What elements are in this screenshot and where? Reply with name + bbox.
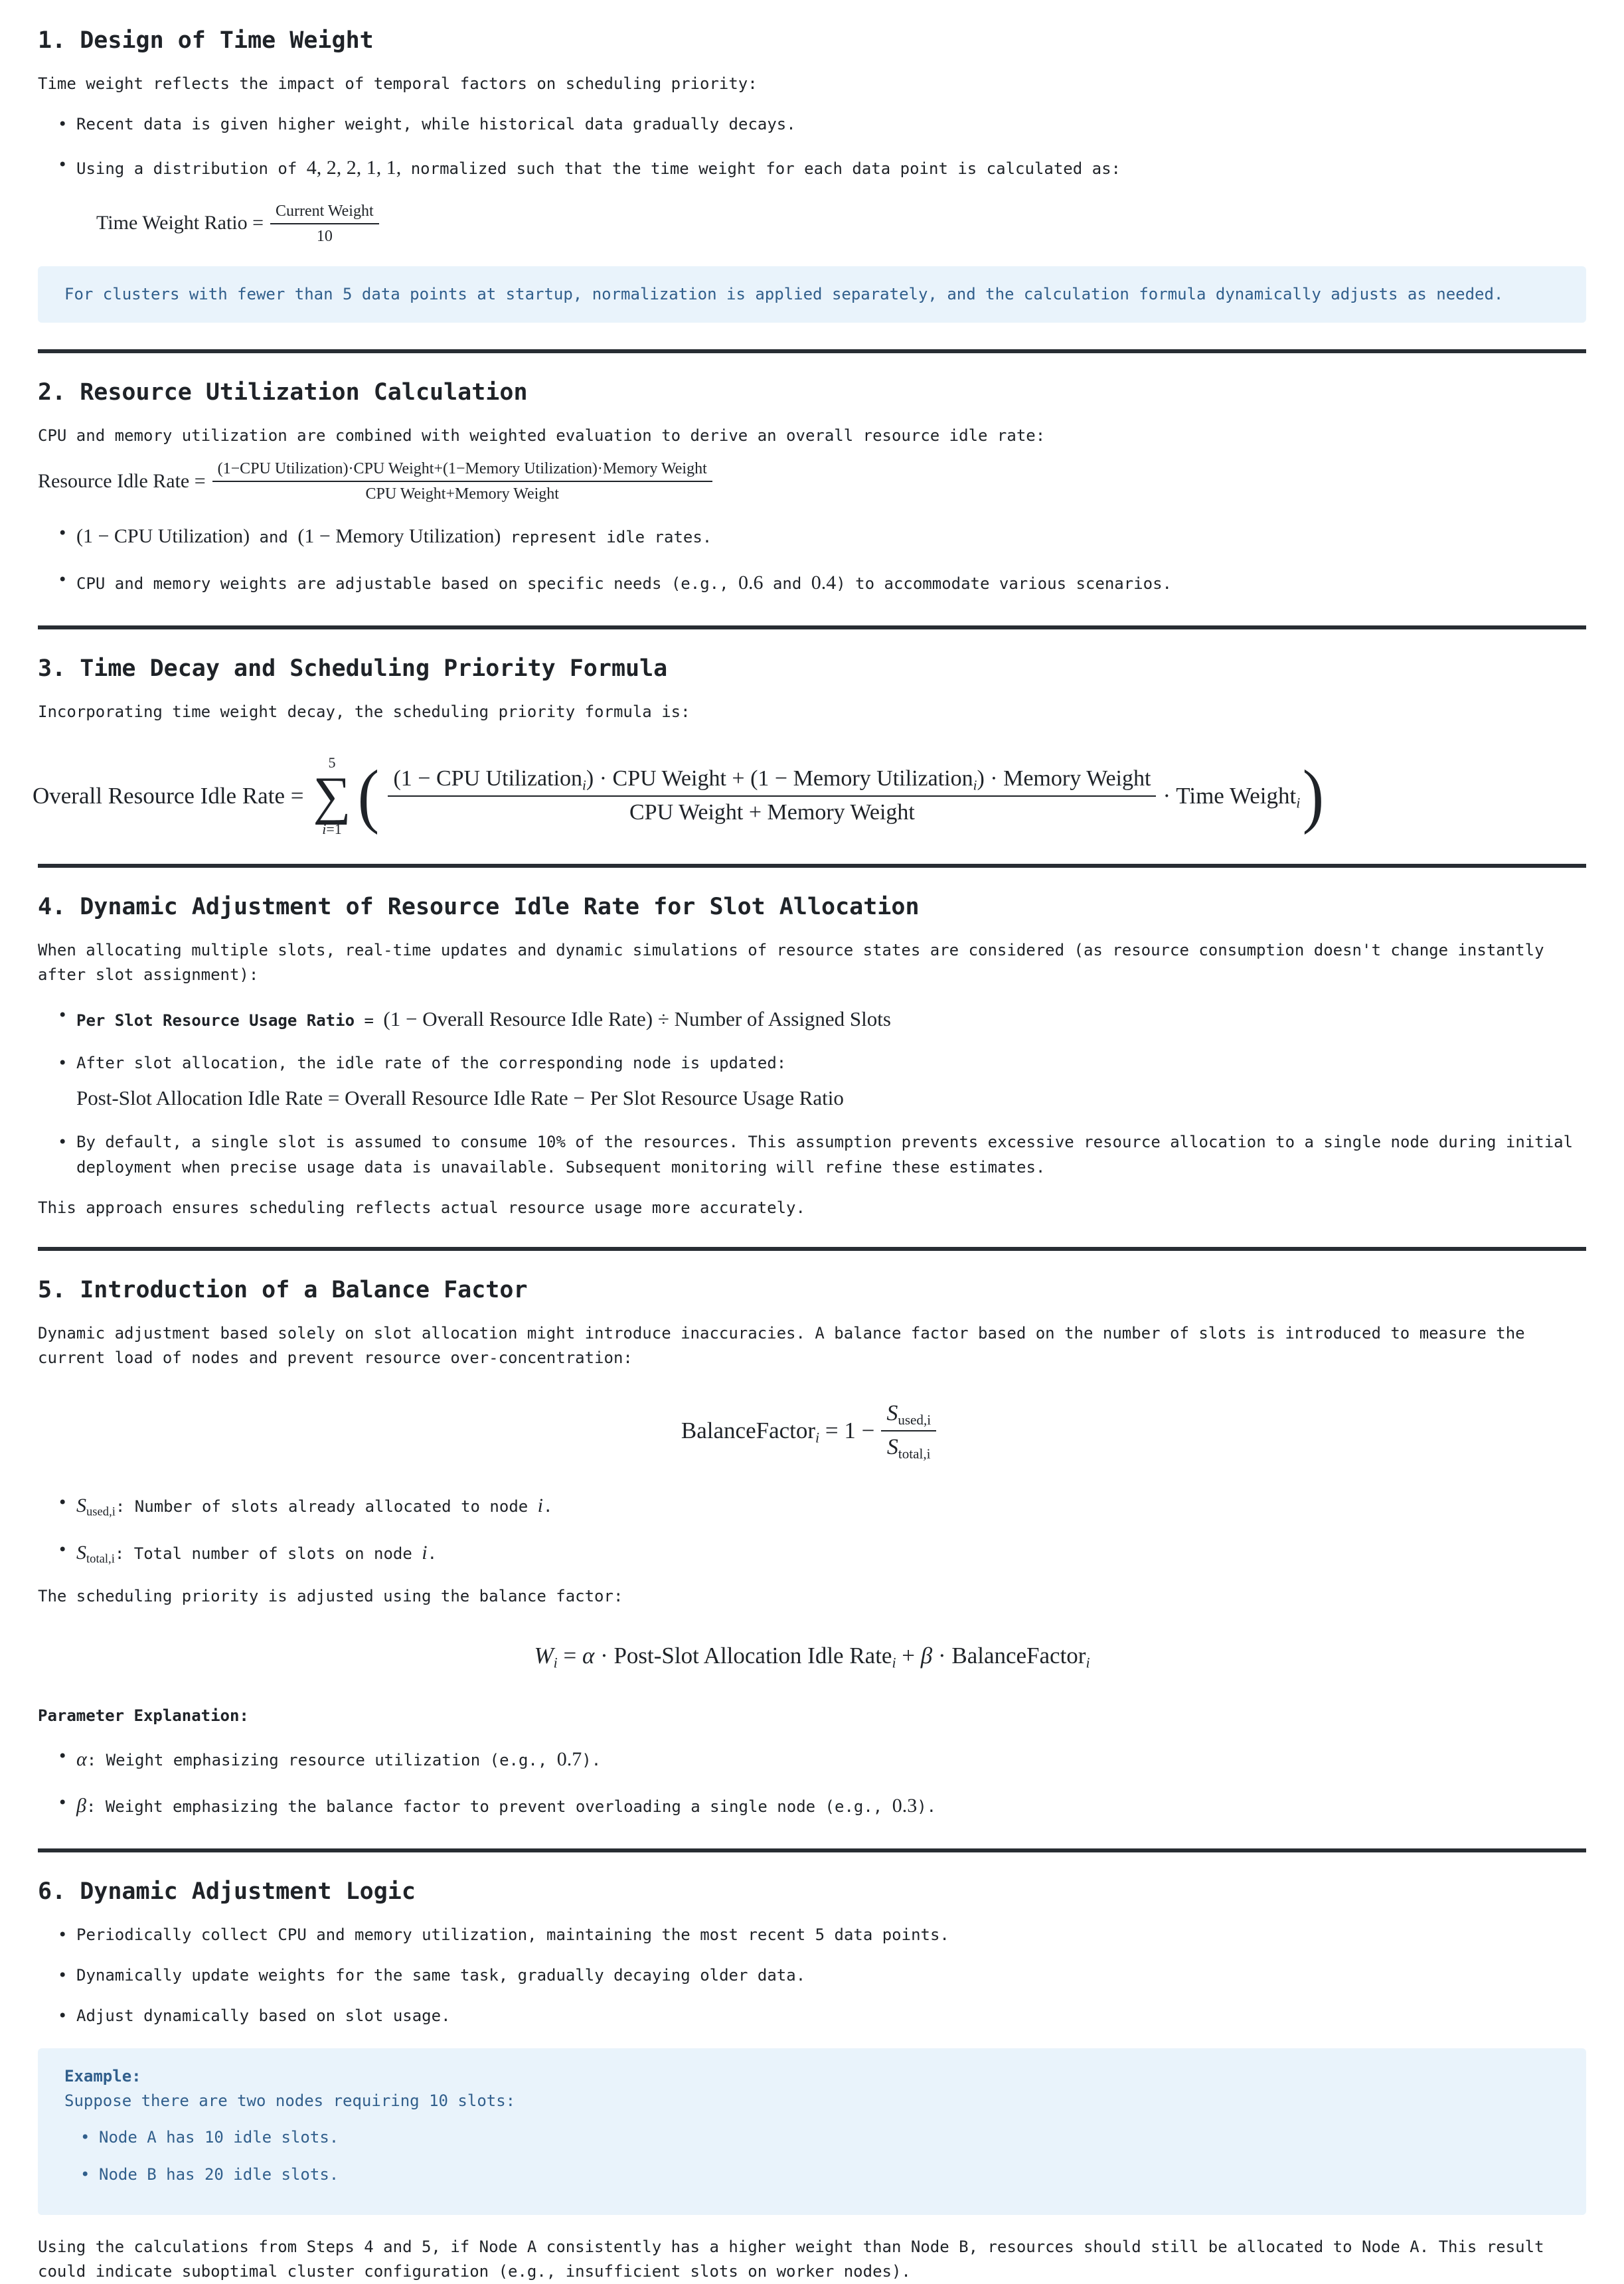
summation-symbol: ∑: [313, 766, 351, 825]
section-2-list: [38, 521, 1586, 599]
section-3-heading: 3. Time Decay and Scheduling Priority Formula: [38, 655, 668, 682]
section-design-of-time-weight: [38, 27, 1586, 323]
section-5-heading: 5. Introduction of a Balance Factor: [38, 1277, 528, 1304]
list-item: • $S_{used,i}$: Number of slots already allocated to node i.: [76, 1491, 1586, 1522]
section-4-list: [38, 1003, 1586, 1180]
section-4-intro: When allocating multiple slots, real-time updates and dynamic simulations of resource states are considered (as resource consumption doesn't change instantly after slot assignment):: [38, 940, 1544, 984]
s-total-symbol: $S_{total,i}$: [76, 1541, 115, 1566]
formula-lhs: Overall Resource Idle Rate =: [33, 782, 304, 809]
summation-upper-limit: 5: [328, 754, 336, 771]
section-1-heading: 1. Design of Time Weight: [38, 27, 374, 54]
section-6-list: [38, 1923, 1586, 2029]
section-3-intro: Incorporating time weight decay, the scheduling priority formula is:: [38, 702, 690, 721]
section-resource-utilization: [38, 378, 1586, 599]
s-used-symbol: $S_{used,i}$: [76, 1495, 116, 1519]
distribution-math: 4, 2, 2, 1, 1,: [306, 157, 402, 179]
cpu-idle-math: (1 − CPU Utilization): [76, 525, 250, 547]
section-4-outro: This approach ensures scheduling reflects actual resource usage more accurately.: [38, 1198, 805, 1217]
fraction: [212, 459, 712, 504]
list-item: • Dynamically update weights for the same task, gradually decaying older data.: [76, 1963, 1586, 1988]
section-4-heading: 4. Dynamic Adjustment of Resource Idle Rate for Slot Allocation: [38, 894, 920, 921]
fraction-numerator: Current Weight: [270, 201, 379, 224]
list-item: • Using a distribution of 4, 2, 2, 1, 1, normalized such that the time weight for each data point is calculated as: Time Weight Ratio = $\frac{\text{Current Weight}}{10}$: [76, 153, 1586, 246]
formula-lhs: Resource Idle Rate =: [38, 469, 206, 492]
parameter-explanation-heading: Parameter Explanation:: [38, 1706, 249, 1725]
list-item: • Periodically collect CPU and memory utilization, maintaining the most recent 5 data points.: [76, 1923, 1586, 1947]
section-1-list: [38, 112, 1586, 246]
example-note: [38, 2048, 1586, 2215]
normalization-note: [38, 266, 1586, 323]
weight-value: 0.6: [738, 572, 764, 594]
memory-idle-math: (1 − Memory Utilization): [297, 525, 501, 547]
alpha-example-value: 0.7: [556, 1748, 582, 1770]
balance-factor-name: BalanceFactor: [681, 1417, 816, 1443]
section-divider: [38, 1247, 1586, 1251]
section-divider: [38, 625, 1586, 629]
section-5-intro: Dynamic adjustment based solely on slot allocation might introduce inaccuracies. A balance factor based on the number of slots is introduced to measure the current load of nodes and prevent resource over-concentration:: [38, 1323, 1525, 1367]
weight-value: 0.4: [811, 572, 837, 594]
list-item: • Node A has 10 idle slots.: [99, 2125, 1560, 2150]
beta-example-value: 0.3: [892, 1795, 918, 1817]
node-index-symbol: i: [422, 1541, 428, 1564]
fraction-denominator: CPU Weight + Memory Weight: [629, 799, 915, 825]
section-dynamic-adjustment-slot: [38, 893, 1586, 1220]
section-5-list: [38, 1491, 1586, 1568]
section-dynamic-adjustment-logic: [38, 1878, 1586, 2284]
list-item: • $S_{total,i}$: Total number of slots on node i.: [76, 1538, 1586, 1569]
beta-symbol: β: [76, 1795, 86, 1817]
list-item: • α: Weight emphasizing resource utilization (e.g., 0.7).: [76, 1744, 1586, 1775]
section-divider: [38, 864, 1586, 868]
parameter-list: [38, 1744, 1586, 1822]
per-slot-ratio-math: (1 − Overall Resource Idle Rate) ÷ Number of Assigned Slots: [383, 1007, 891, 1031]
resource-idle-rate-formula: [38, 459, 1586, 504]
node-index-symbol: i: [537, 1495, 544, 1517]
fraction-numerator: (1−CPU Utilization)·CPU Weight+(1−Memory Utilization)·Memory Weight: [212, 459, 712, 482]
section-divider: [38, 1848, 1586, 1852]
section-2-intro: CPU and memory utilization are combined with weighted evaluation to derive an overall resource idle rate:: [38, 426, 1046, 445]
summation: [313, 755, 351, 837]
list-item: • Per Slot Resource Usage Ratio = (1 − Overall Resource Idle Rate) ÷ Number of Assigned Slots: [76, 1003, 1586, 1035]
fraction: [270, 201, 379, 246]
post-slot-formula: Post-Slot Allocation Idle Rate = Overall Resource Idle Rate − Per Slot Resource Usage Ratio: [76, 1086, 844, 1110]
list-item: • Recent data is given higher weight, while historical data gradually decays.: [76, 112, 1586, 137]
formula-lhs: Time Weight Ratio =: [96, 212, 264, 234]
note-text: For clusters with fewer than 5 data points at startup, normalization is applied separately, and the calculation formula dynamically adjusts as needed.: [64, 284, 1504, 303]
summation-lower-limit: i=1: [322, 820, 342, 837]
list-item: • CPU and memory weights are adjustable based on specific needs (e.g., 0.6 and 0.4) to accommodate various scenarios.: [76, 568, 1586, 599]
list-item: • β: Weight emphasizing the balance factor to prevent overloading a single node (e.g., 0.3).: [76, 1791, 1586, 1822]
section-2-heading: 2. Resource Utilization Calculation: [38, 378, 528, 406]
per-slot-ratio-label: Per Slot Resource Usage Ratio: [76, 1011, 355, 1030]
example-list: [64, 2125, 1560, 2186]
list-item: • Adjust dynamically based on slot usage.: [76, 2004, 1586, 2028]
time-weight-ratio-formula: [96, 201, 1586, 246]
fraction-denominator: CPU Weight+Memory Weight: [365, 485, 559, 503]
section-1-intro: Time weight reflects the impact of temporal factors on scheduling priority:: [38, 74, 758, 93]
list-item: • After slot allocation, the idle rate of the corresponding node is updated: Post-Slot Allocation Idle Rate = Overall Resource Idle Rate − Per Slot Resource Usage Ratio: [76, 1051, 1586, 1114]
example-label: Example:: [64, 2067, 141, 2086]
balance-factor-formula: BalanceFactor$_i$ = 1 − $\frac{S_{used,i}}{S_{total,i}}$: [38, 1400, 1586, 1461]
fraction: [881, 1400, 936, 1461]
section-6-outro: Using the calculations from Steps 4 and 5, if Node A consistently has a higher weight than Node B, resources should still be allocated to Node A. This result could indicate suboptimal cluster configuration (e.g., insufficient slots on worker nodes).: [38, 2237, 1544, 2281]
overall-resource-idle-rate-formula: Overall Resource Idle Rate = 5 ∑ i=1 ( (1 − CPU Utilization$_i$) · CPU Weight + (1 − Memory Utilization$_i$) · Memory Weight CPU Weight + Memory Weight · Time Weight$_i$ ): [33, 754, 1325, 837]
fraction-denominator: 10: [316, 227, 333, 245]
alpha-symbol: α: [76, 1748, 87, 1770]
list-item: • Node B has 20 idle slots.: [99, 2162, 1560, 2187]
formula-tail: · Time Weight$_i$: [1163, 782, 1301, 811]
fraction-numerator: $S_{used,i}$: [881, 1400, 936, 1431]
example-intro: Suppose there are two nodes requiring 10 slots:: [64, 2091, 516, 2111]
section-6-heading: 6. Dynamic Adjustment Logic: [38, 1878, 416, 1905]
section-divider: [38, 349, 1586, 353]
section-5-adjust-text: The scheduling priority is adjusted using the balance factor:: [38, 1587, 623, 1606]
weight-formula: $W_i = \alpha$ · Post-Slot Allocation Idle Rate$_i$ + β · BalanceFactor$_i$: [534, 1643, 1090, 1671]
fraction: [388, 765, 1156, 827]
fraction-denominator: $S_{total,i}$: [886, 1434, 931, 1461]
section-balance-factor: [38, 1276, 1586, 1822]
list-item: • By default, a single slot is assumed to consume 10% of the resources. This assumption prevents excessive resource allocation to a single node during initial deployment when precise usage data is unavailable. Subsequent monitoring will refine these estimates.: [76, 1130, 1586, 1179]
fraction-numerator: (1 − CPU Utilization$_i$) · CPU Weight + (1 − Memory Utilization$_i$) · Memory Weight: [388, 765, 1156, 797]
section-time-decay-formula: [33, 655, 1586, 837]
list-item: • (1 − CPU Utilization) and (1 − Memory Utilization) represent idle rates.: [76, 521, 1586, 552]
